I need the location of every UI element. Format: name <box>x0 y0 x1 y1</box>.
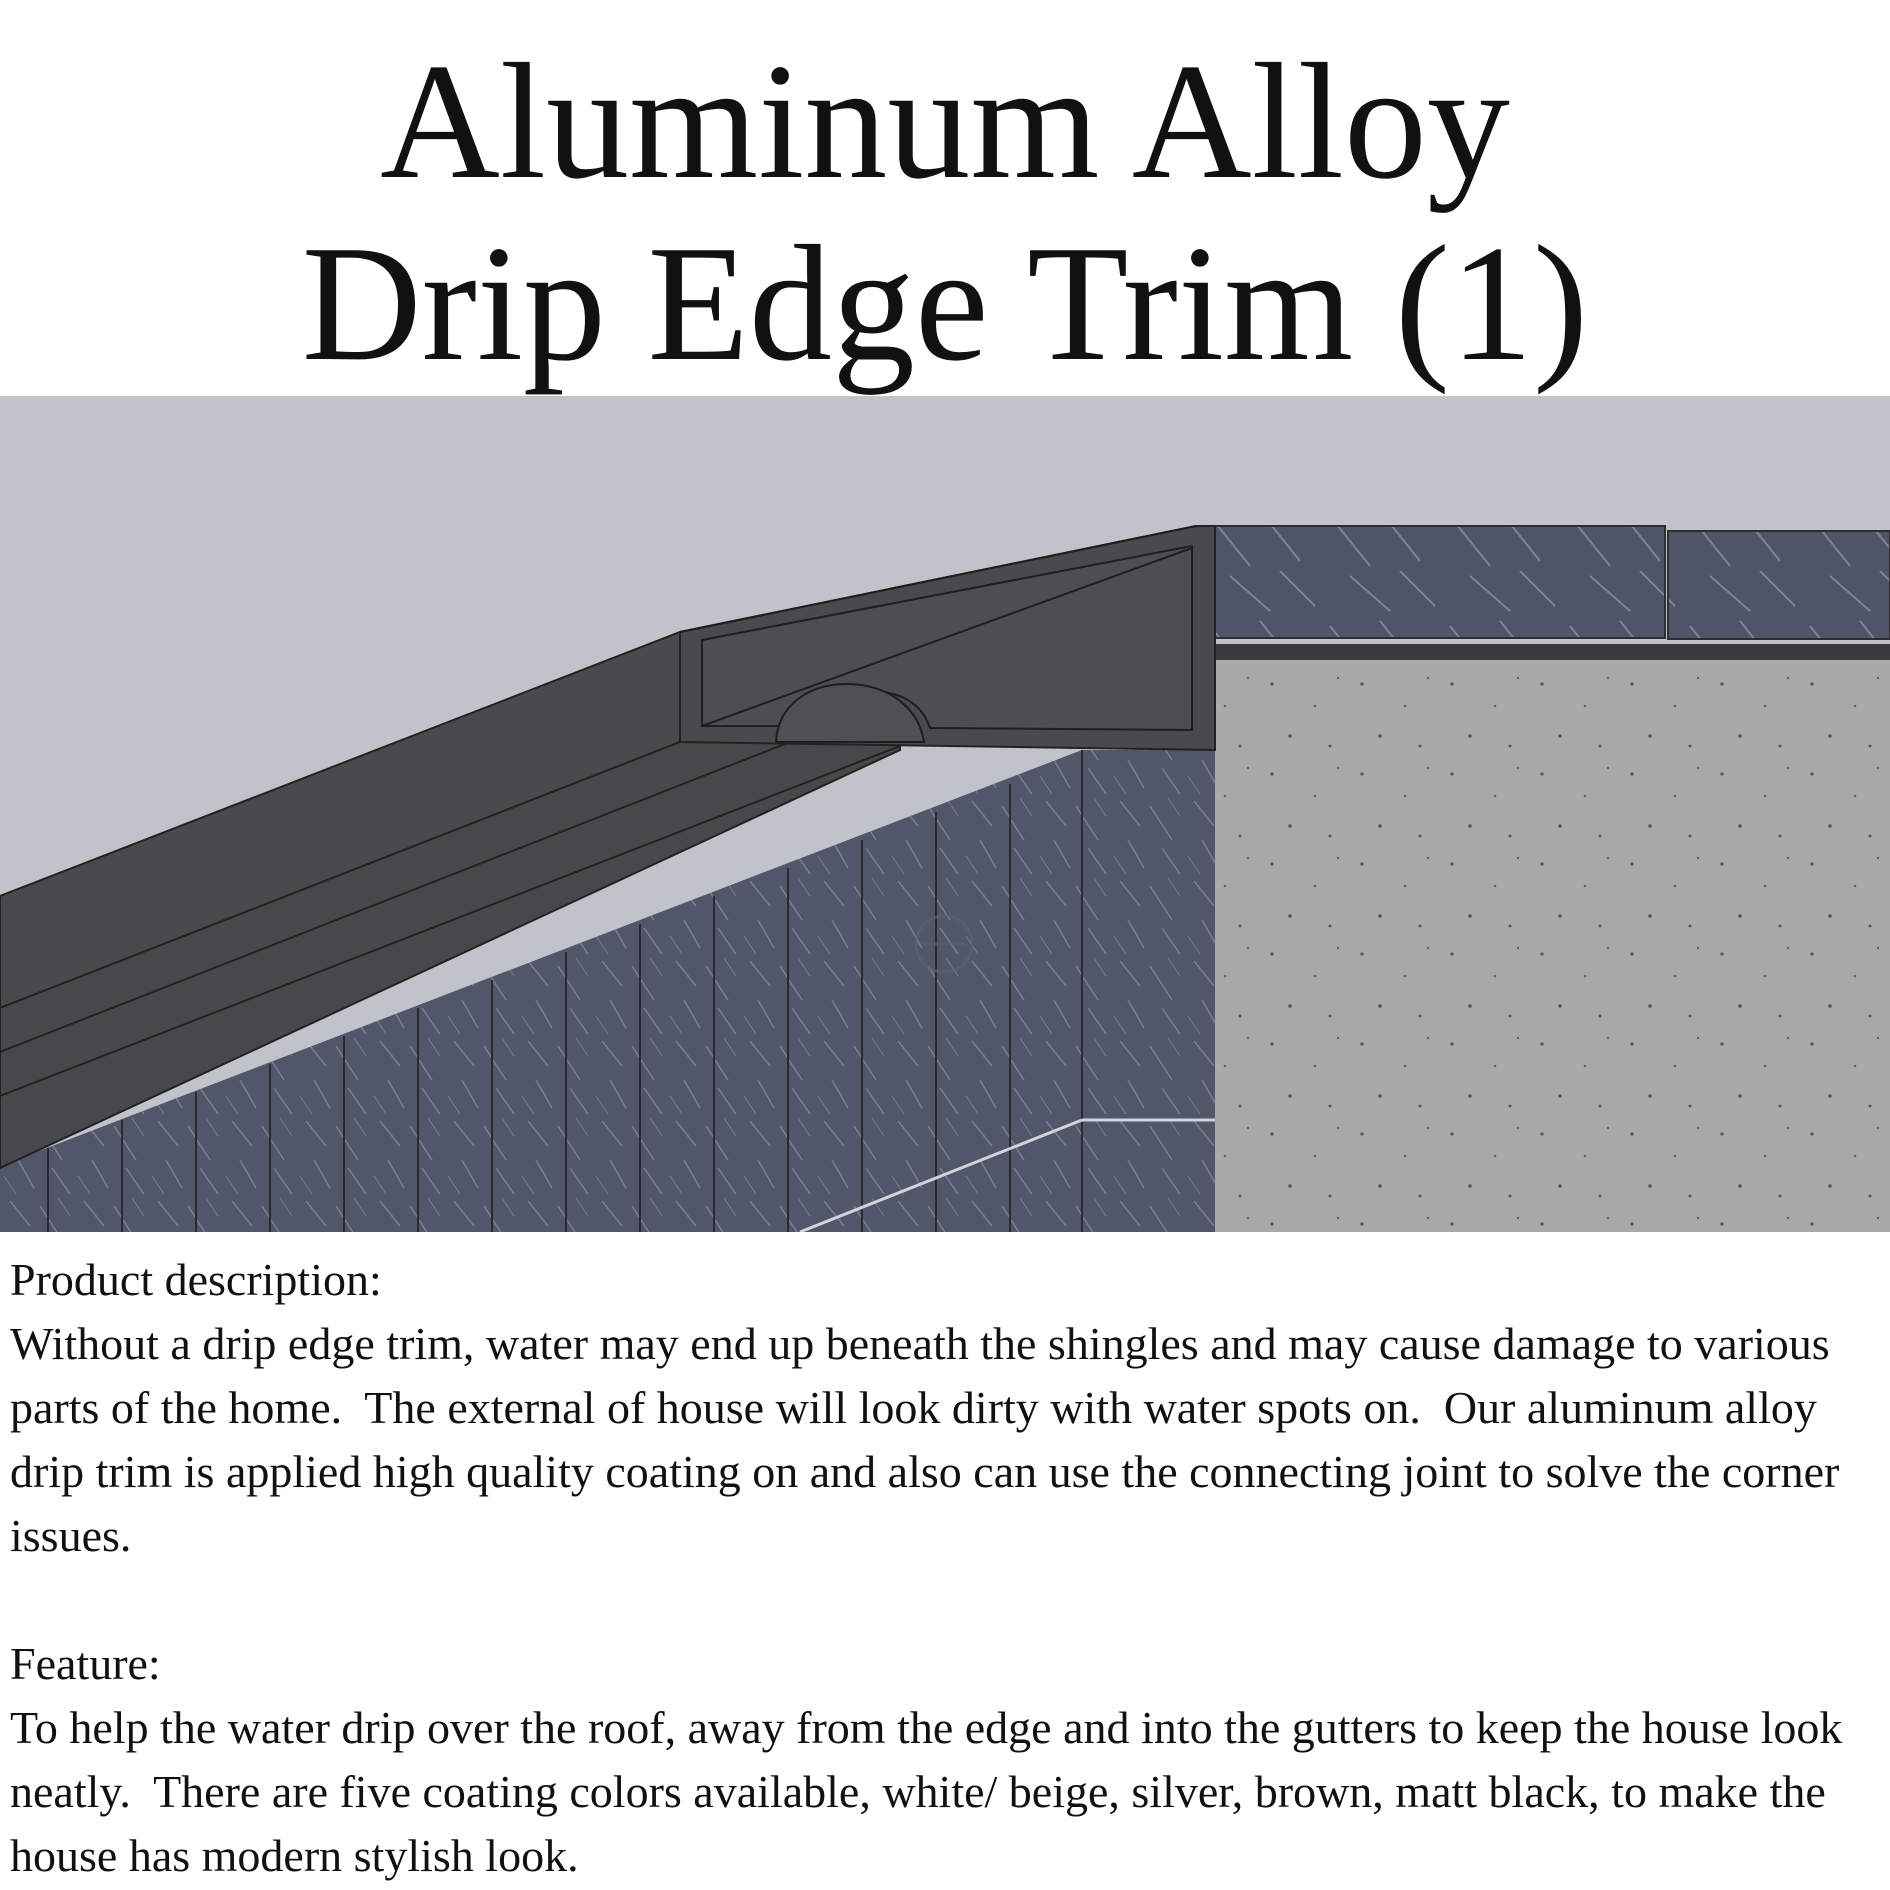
description-body: Without a drip edge trim, water may end up beneath the shingles and may cause damage to various parts of the home. The external of house will look dirty with water spots on. Our aluminum alloy drip trim is applied high quality coating on and also can use the connecting joint to solve the corner issues. <box>10 1318 1851 1561</box>
concrete-wall <box>1215 658 1890 1232</box>
feature-body: To help the water drip over the roof, away from the edge and into the gutters to keep the house look neatly. There are five coating colors available, white/ beige, silver, brown, matt black, to make the house has modern stylish look. <box>10 1702 1854 1881</box>
title-line-2: Drip Edge Trim (1) <box>301 211 1589 395</box>
product-text <box>10 1248 1882 1888</box>
paragraph-gap <box>10 1568 1882 1632</box>
slate-slab-1 <box>1215 526 1665 638</box>
description-heading: Product description: <box>10 1254 382 1305</box>
feature-heading: Feature: <box>10 1638 161 1689</box>
fascia-strip <box>1215 644 1890 660</box>
page-title <box>0 30 1890 394</box>
title-line-1: Aluminum Alloy <box>380 29 1510 213</box>
slate-slab-2 <box>1668 531 1890 639</box>
drip-edge-illustration <box>0 396 1890 1232</box>
